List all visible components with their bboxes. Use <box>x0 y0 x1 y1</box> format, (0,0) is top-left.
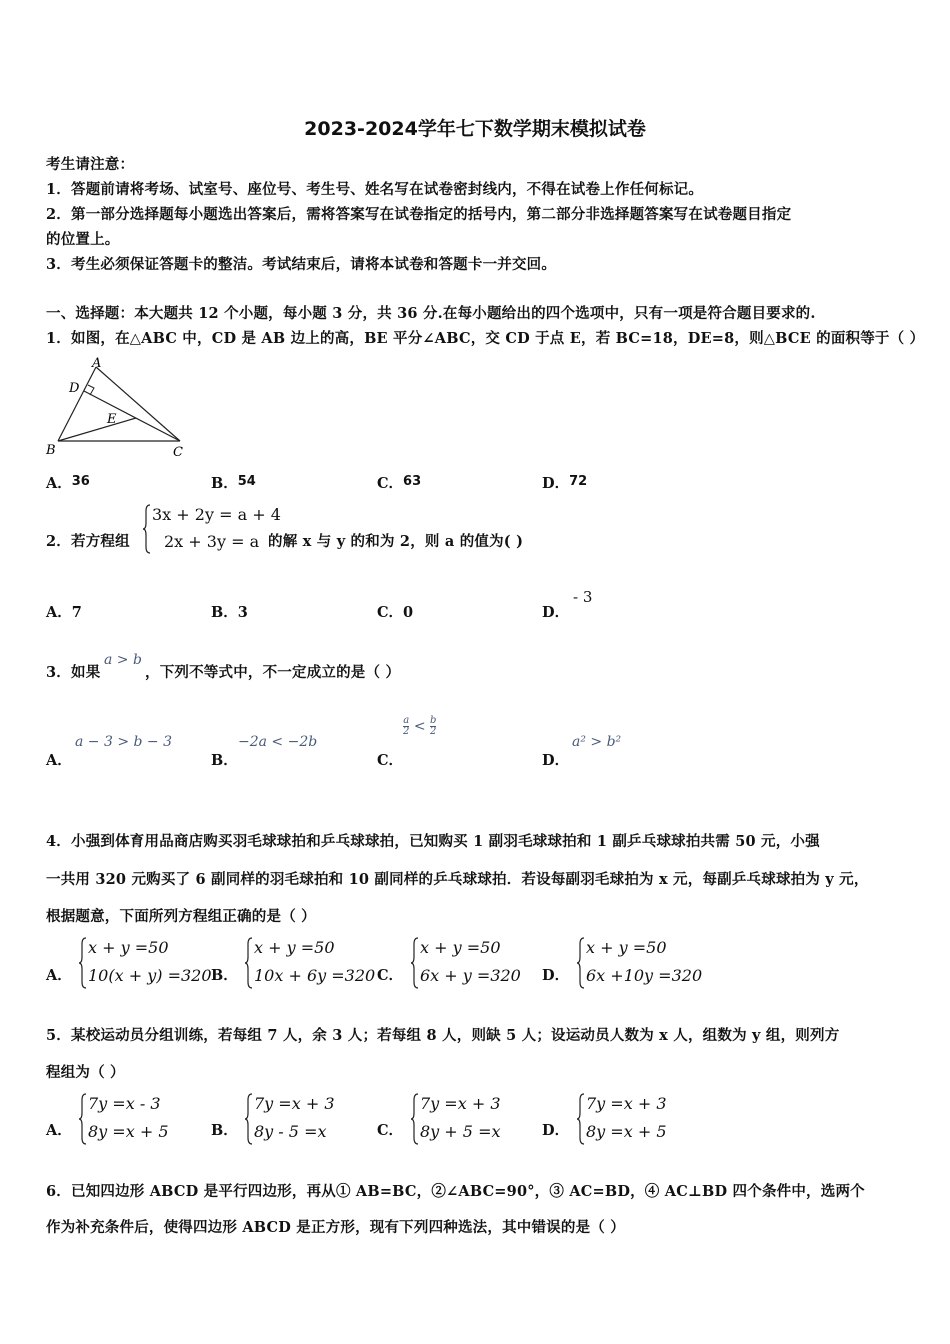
label-d: D <box>69 381 80 396</box>
q2-option-b[interactable]: B．3 <box>211 604 248 621</box>
q5-option-c-label[interactable]: C． <box>377 1122 404 1139</box>
q3-option-d-label[interactable]: D． <box>542 752 570 769</box>
question-3-prefix: 3．如果 <box>46 664 101 681</box>
q3-option-a-value: a − 3 > b − 3 <box>75 734 173 750</box>
question-3-suffix: ，下列不等式中，不一定成立的是（ ） <box>145 664 401 681</box>
q2-option-d-value: - 3 <box>573 588 593 606</box>
question-2-suffix: 的解 x 与 y 的和为 2，则 a 的值为( ) <box>268 533 524 550</box>
label-e: E <box>107 412 117 427</box>
q3-option-d-value: a² > b² <box>572 734 622 750</box>
q2-option-a[interactable]: A．7 <box>46 604 82 621</box>
q1-option-b[interactable]: B．54 <box>211 474 256 492</box>
q3-option-b-label[interactable]: B． <box>211 752 238 769</box>
question-5-line: 程组为（ ） <box>46 1064 125 1081</box>
q3-option-c-label[interactable]: C． <box>377 752 404 769</box>
notice-item: 1．答题前请将考场、试室号、座位号、考生号、姓名写在试卷密封线内，不得在试卷上作任何标记。 <box>46 181 704 198</box>
section-heading: 一、选择题：本大题共 12 个小题，每小题 3 分，共 36 分.在每小题给出的四个选项中，只有一项是符合题目要求的. <box>46 305 816 322</box>
q1-option-d[interactable]: D．72 <box>542 474 588 492</box>
q5-option-a-label[interactable]: A． <box>46 1122 72 1139</box>
question-6-line: 6．已知四边形 ABCD 是平行四边形，再从① AB=BC，②∠ABC=90°，③ AC=BD，④ AC⊥BD 四个条件中，选两个 <box>46 1183 865 1200</box>
question-6-line: 作为补充条件后，使得四边形 ABCD 是正方形，现有下列四种选法，其中错误的是（ ） <box>46 1219 625 1236</box>
notice-heading: 考生请注意： <box>46 156 135 173</box>
notice-item: 3．考生必须保证答题卡的整洁。考试结束后，请将本试卷和答题卡一并交回。 <box>46 256 557 273</box>
q1-option-c[interactable]: C．63 <box>377 474 422 492</box>
label-b: B <box>46 443 56 458</box>
question-4-line: 4．小强到体育用品商店购买羽毛球球拍和乒乓球球拍，已知购买 1 副羽毛球球拍和 1 副乒乓球球拍共需 50 元，小强 <box>46 833 820 850</box>
q4-option-c-label[interactable]: C． <box>377 967 404 984</box>
q3-option-a-label[interactable]: A． <box>46 752 72 769</box>
q5-option-c-system: 7y =x + 3 8y + 5 =x <box>410 1092 520 1146</box>
label-c: C <box>173 445 183 460</box>
q2-option-c[interactable]: C．0 <box>377 604 414 621</box>
triangle-figure <box>40 355 200 460</box>
q3-condition: a > b <box>104 652 142 668</box>
q5-option-a-system: 7y =x - 3 8y =x + 5 <box>78 1092 188 1146</box>
q4-option-d-system: x + y =50 6x +10y =320 <box>576 936 706 990</box>
q4-option-a-label[interactable]: A． <box>46 967 72 984</box>
label-a: A <box>92 356 102 371</box>
q4-option-b-label[interactable]: B． <box>211 967 238 984</box>
notice-item: 2．第一部分选择题每小题选出答案后，需将答案写在试卷指定的括号内，第二部分非选择题答案写在试卷题目指定 <box>46 206 792 223</box>
q2-equation-system: 3x + 2y = a + 4 2x + 3y = a <box>142 503 267 555</box>
question-4-line: 一共用 320 元购买了 6 副同样的羽毛球拍和 10 副同样的乒乓球球拍．若设每副羽毛球拍为 x 元，每副乒乓球球拍为 y 元， <box>46 871 869 888</box>
page-title: 2023-2024学年七下数学期末模拟试卷 <box>304 118 646 140</box>
q3-option-c-value: $\frac{a}{2}$ < $\frac{b}{2}$ <box>403 715 437 737</box>
q4-option-b-system: x + y =50 10x + 6y =320 <box>244 936 374 990</box>
question-4-line: 根据题意，下面所列方程组正确的是（ ） <box>46 908 316 925</box>
q4-option-d-label[interactable]: D． <box>542 967 570 984</box>
question-2-prefix: 2．若方程组 <box>46 533 130 550</box>
q4-option-c-system: x + y =50 6x + y =320 <box>410 936 535 990</box>
question-5-line: 5．某校运动员分组训练，若每组 7 人，余 3 人；若每组 8 人，则缺 5 人；设运动员人数为 x 人，组数为 y 组，则列方 <box>46 1027 840 1044</box>
q1-option-a[interactable]: A．36 <box>46 474 90 492</box>
q5-option-b-label[interactable]: B． <box>211 1122 238 1139</box>
notice-item: 的位置上。 <box>46 231 120 248</box>
q3-option-b-value: −2a < −2b <box>238 734 318 750</box>
question-1-stem: 1．如图，在△ABC 中，CD 是 AB 边上的高，BE 平分∠ABC，交 CD 于点 E，若 BC=18，DE=8，则△BCE 的面积等于（ ） <box>46 330 925 347</box>
q5-option-b-system: 7y =x + 3 8y - 5 =x <box>244 1092 354 1146</box>
q5-option-d-system: 7y =x + 3 8y =x + 5 <box>576 1092 686 1146</box>
q5-option-d-label[interactable]: D． <box>542 1122 570 1139</box>
q4-option-a-system: x + y =50 10(x + y) =320 <box>78 936 208 990</box>
q2-option-d[interactable]: D． <box>542 604 570 621</box>
